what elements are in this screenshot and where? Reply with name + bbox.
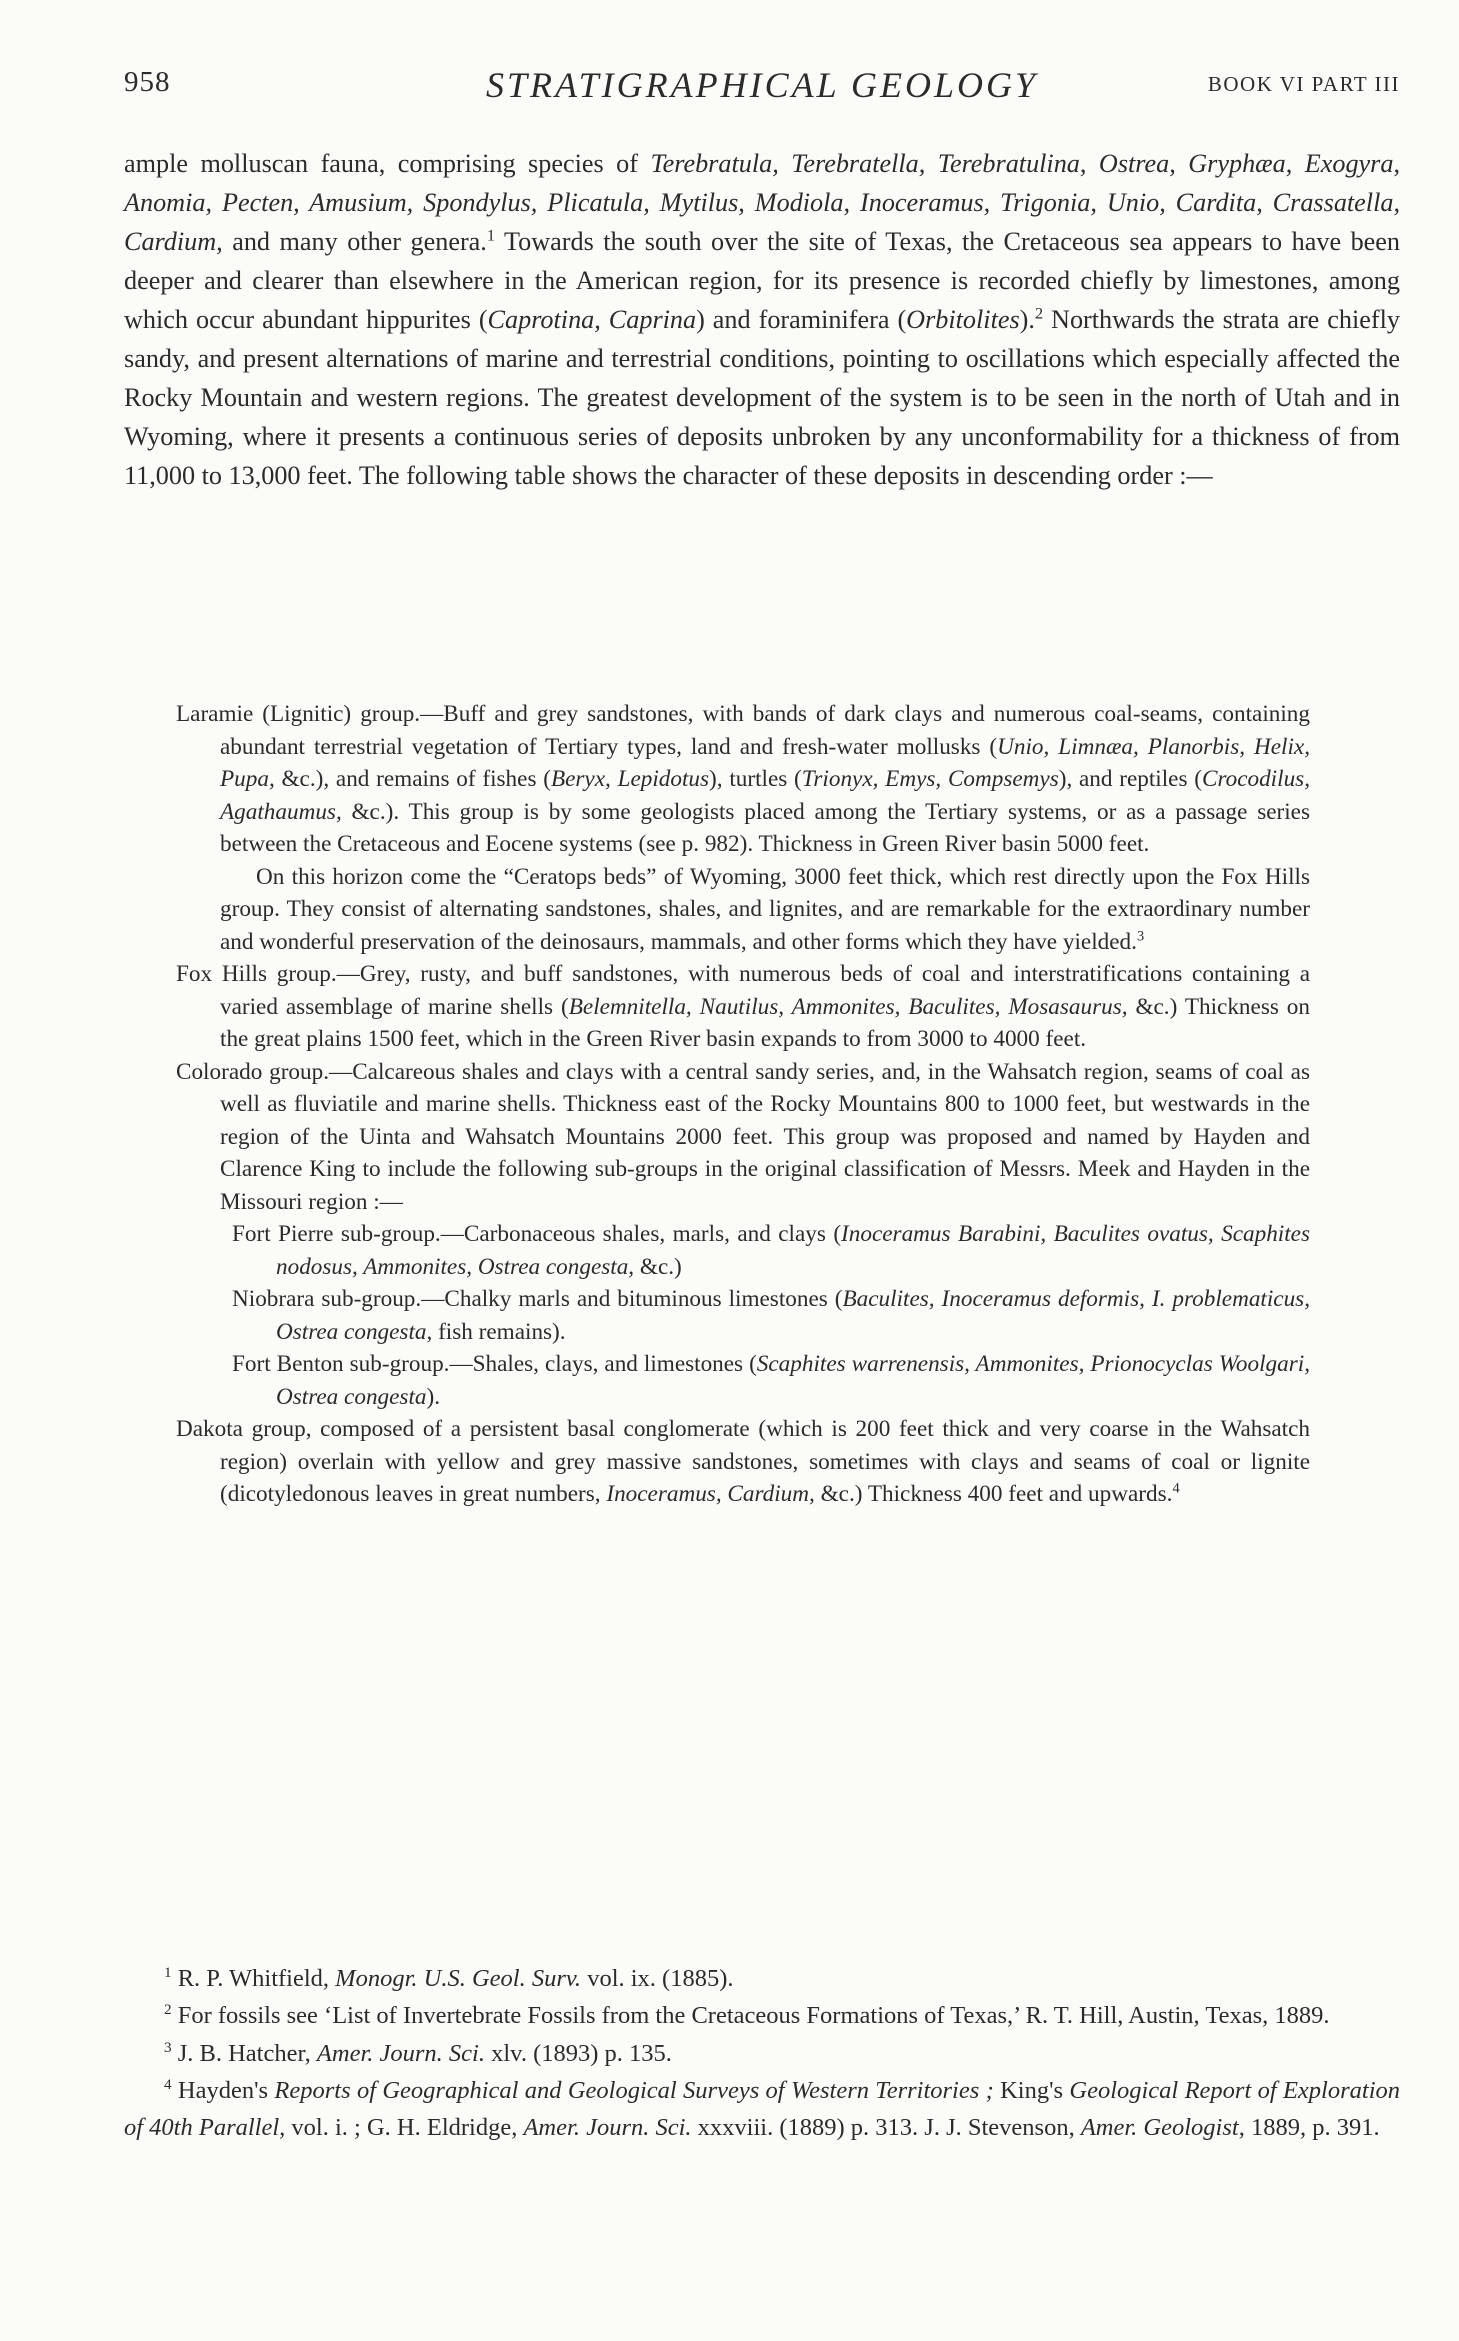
text-run: Fort Benton sub-group.—Shales, clays, and limestones ( [232, 1351, 757, 1377]
body-paragraph [124, 144, 1400, 495]
text-run: 1889, p. 391. [1244, 2114, 1380, 2142]
text-run: xxxviii. (1889) p. 313. J. J. Stevenson, [691, 2114, 1081, 2142]
genera-list: Caprotina, Caprina [487, 305, 697, 334]
footnote-ref[interactable]: 1 [486, 226, 495, 245]
table-entry-dakota [176, 1413, 1310, 1511]
table-entry-ceratops [176, 861, 1310, 959]
text-run: ), and reptiles ( [1058, 766, 1202, 792]
stratigraphic-table [176, 698, 1310, 1511]
text-run: King's [993, 2076, 1070, 2104]
taxa: Crocodilus, Agathaumus, [220, 766, 1310, 825]
text-run: &c.), and remains of fishes ( [274, 766, 551, 792]
footnote-1 [124, 1960, 1400, 1997]
table-entry-laramie [176, 698, 1310, 861]
citation-title: Amer. Journ. Sci. [316, 2039, 485, 2067]
text-run: &c.) Thickness 400 feet and upwards. [814, 1481, 1173, 1507]
text-run: Towards the south over the site of Texas, the Cretaceous sea appears to have been deeper and clearer than elsewhere in the American region, for its presence is recorded chiefly by limestones, among which occur abundant hippurites ( [124, 227, 1400, 334]
text-run: ). [1019, 305, 1035, 334]
text-run: J. B. Hatcher, [171, 2039, 317, 2067]
running-title: STRATIGRAPHICAL GEOLOGY [485, 65, 1039, 105]
text-run: fish remains). [432, 1318, 566, 1345]
text-run: Colorado group.—Calcareous shales and clays with a central sandy series, and, in the Wahsatch region, seams of coal as well as fluviatile and marine shells. Thickness east of the Rocky Mountains 800 to 1000 feet, but westwards in the region of the Uinta and Wahsatch Mountains 2000 feet. This group was proposed and named by Hayden and Clarence King to include the following sub-groups in the original classification of Messrs. Meek and Hayden in the Missouri region :— [176, 1058, 1310, 1215]
book-reference: BOOK VI PART III [1207, 72, 1400, 96]
taxa: Scaphites warrenensis, Ammonites, Prionocyclas Woolgari, Ostrea congesta [276, 1351, 1310, 1410]
text-run: Niobrara sub-group.—Chalky marls and bituminous limestones ( [232, 1286, 843, 1312]
text-run: ) and foraminifera ( [696, 305, 907, 334]
footnote-4 [124, 2072, 1400, 2147]
taxa: Inoceramus, Cardium, [606, 1481, 815, 1507]
table-entry-niobrara [176, 1283, 1310, 1348]
text-run: vol. i. ; G. H. Eldridge, [285, 2114, 524, 2142]
text-run: and many other genera. [222, 227, 487, 256]
text-run: Laramie (Lignitic) group.—Buff and grey sandstones, with bands of dark clays and numerous coal-seams, containing abundant terrestrial vegetation of Tertiary types, land and fresh-water mollusks ( [176, 701, 1310, 760]
footnote-2 [124, 1997, 1400, 2034]
text-run: Hayden's [171, 2076, 275, 2104]
table-entry-fort-benton [176, 1348, 1310, 1413]
citation-title: Monogr. U.S. Geol. Surv. [335, 1965, 582, 1992]
text-run: Fort Pierre sub-group.—Carbonaceous shales, marls, and clays ( [232, 1221, 842, 1247]
taxa: Beryx, Lepidotus [550, 766, 710, 792]
table-entry-fort-pierre [176, 1218, 1310, 1283]
citation-title: Amer. Geologist, [1080, 2114, 1245, 2142]
citation-title: Geological Report of Exploration of 40th Parallel, [124, 2076, 1401, 2142]
table-entry-colorado [176, 1056, 1310, 1219]
taxa: Belemnitella, Nautilus, Ammonites, Baculites, Mosasaurus, [568, 993, 1128, 1020]
footnote-number: 4 [164, 2075, 172, 2093]
text-run: xlv. (1893) p. 135. [484, 2039, 672, 2067]
text-run: &c.). This group is by some geologists placed among the Tertiary systems, or as a passage series between the Cretaceous and Eocene systems (see p. 982). Thickness in Green River basin 5000 feet. [220, 798, 1310, 857]
table-entry-fox-hills [176, 958, 1310, 1056]
text-run: &c.) Thickness on the great plains 1500 feet, which in the Green River basin expands to from 3000 to 4000 feet. [220, 993, 1310, 1052]
text-run: R. P. Whitfield, [171, 1965, 336, 1992]
taxa: Unio, Limnæa, Planorbis, Helix, Pupa, [220, 733, 1311, 792]
text-run: ), turtles ( [709, 766, 802, 792]
citation-title: Amer. Journ. Sci. [523, 2114, 692, 2142]
footnote-ref[interactable]: 3 [1136, 927, 1145, 944]
footnote-number: 1 [164, 1963, 172, 1981]
text-run: Fox Hills group.—Grey, rusty, and buff sandstones, with numerous beds of coal and interstratifications containing a varied assemblage of marine shells ( [176, 961, 1310, 1020]
text-run: ample molluscan fauna, comprising species of [124, 149, 651, 178]
citation-title: Reports of Geographical and Geological Surveys of Western Territories ; [274, 2076, 994, 2104]
taxa: Trionyx, Emys, Compsemys [801, 766, 1059, 792]
text-run: For fossils see ‘List of Invertebrate Fossils from the Cretaceous Formations of Texas,’ R. T. Hill, Austin, Texas, 1889. [171, 2002, 1330, 2030]
taxa: Baculites, Inoceramus deformis, I. problematicus, Ostrea congesta, [276, 1286, 1310, 1345]
text-run: On this horizon come the “Ceratops beds” of Wyoming, 3000 feet thick, which rest directly upon the Fox Hills group. They consist of alternating sandstones, shales, and lignites, and are remarkable for the extraordinary number and wonderful preservation of the deinosaurs, mammals, and other forms which they have yielded. [220, 863, 1310, 955]
footnote-ref[interactable]: 2 [1034, 304, 1044, 323]
text-run: Dakota group, composed of a persistent basal conglomerate (which is 200 feet thick and very coarse in the Wahsatch region) overlain with yellow and grey massive sandstones, sometimes with clays and seams of coal or lignite (dicotyledonous leaves in great numbers, [176, 1416, 1310, 1507]
genera-list: Orbitolites [906, 305, 1020, 334]
text-run: vol. ix. (1885). [581, 1965, 734, 1992]
taxa: Inoceramus Barabini, Baculites ovatus, Scaphites nodosus, Ammonites, Ostrea congesta, [276, 1221, 1310, 1280]
running-head [124, 64, 1400, 108]
genera-list: Terebratula, Terebratella, Terebratulina, Ostrea, Gryphæa, Exogyra, Anomia, Pecten, Amusium, Spondylus, Plicatula, Mytilus, Modiola, Inoceramus, Trigonia, Unio, Cardita, Crassatella, Cardium, [124, 149, 1401, 256]
footnote-number: 3 [164, 2038, 172, 2056]
text-run: Northwards the strata are chiefly sandy, and present alternations of marine and terrestrial conditions, pointing to oscillations which especially affected the Rocky Mountain and western regions. The greatest development of the system is to be seen in the north of Utah and in Wyoming, where it presents a continuous series of deposits unbroken by any unconformability for a thickness of from 11,000 to 13,000 feet. The following table shows the character of these deposits in descending order :— [124, 305, 1400, 490]
footnote-number: 2 [164, 2001, 172, 2019]
text-run: &c.) [634, 1253, 682, 1280]
footnotes [124, 1960, 1400, 2146]
text-run: ). [426, 1383, 441, 1410]
page-number: 958 [124, 66, 171, 98]
footnote-ref[interactable]: 4 [1172, 1480, 1180, 1497]
footnote-3 [124, 2035, 1400, 2072]
